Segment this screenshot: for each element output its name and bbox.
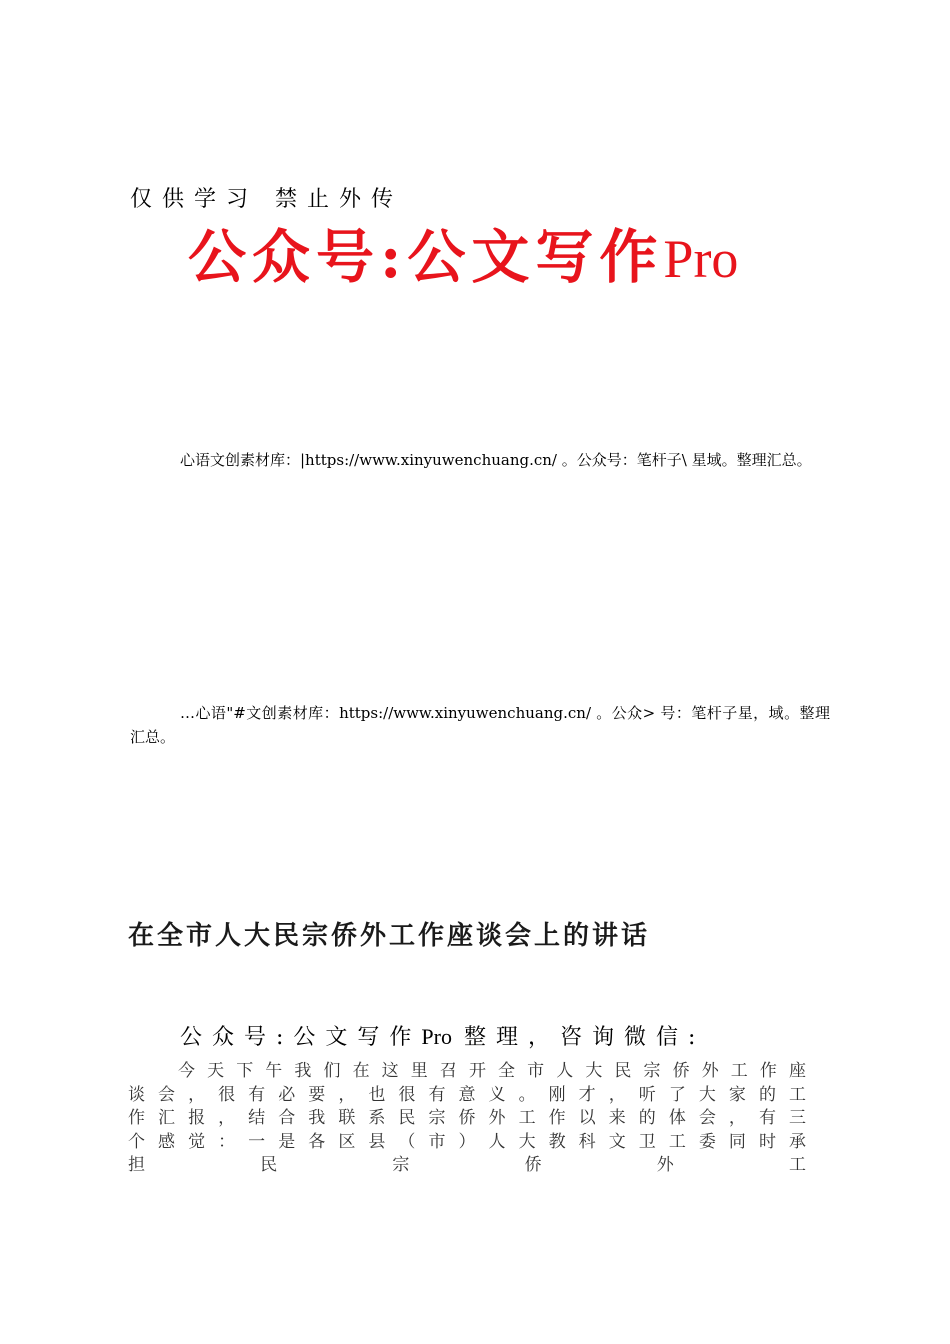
article-title: 在全市人大民宗侨外工作座谈会上的讲话 — [128, 921, 651, 951]
brand-title-cn: 公众号:公文写作 — [188, 223, 664, 291]
source-line-2: …心语"#文创素材库：https://www.xinyuwenchuang.cn/ 。公众> 号：笔杆子星，域。整理汇总。 — [130, 704, 830, 746]
subline-suffix: 整理，咨询微信: — [463, 1025, 706, 1050]
notice-text: 仅供学习 禁止外传 — [130, 187, 403, 212]
subline-pro: Pro — [421, 1024, 452, 1049]
brand-title — [188, 223, 739, 291]
source-line-1: 心语文创素材库：|https://www.xinyuwenchuang.cn/ 。公众号：笔杆子\ 星域。整理汇总。 — [180, 451, 812, 469]
article-subline — [180, 1020, 705, 1051]
article-body: 今天下午我们在这里召开全市人大民宗侨外工作座谈会，很有必要，也很有意义。刚才，听了大家的工作汇报，结合我联系民宗侨外工作以来的体会，有三个感觉：一是各区县（市）人大教科文卫工委同时承担民宗侨外工 — [128, 1061, 818, 1175]
brand-title-pro: Pro — [663, 229, 739, 289]
subline-prefix: 公众号:公文写作 — [180, 1025, 422, 1050]
